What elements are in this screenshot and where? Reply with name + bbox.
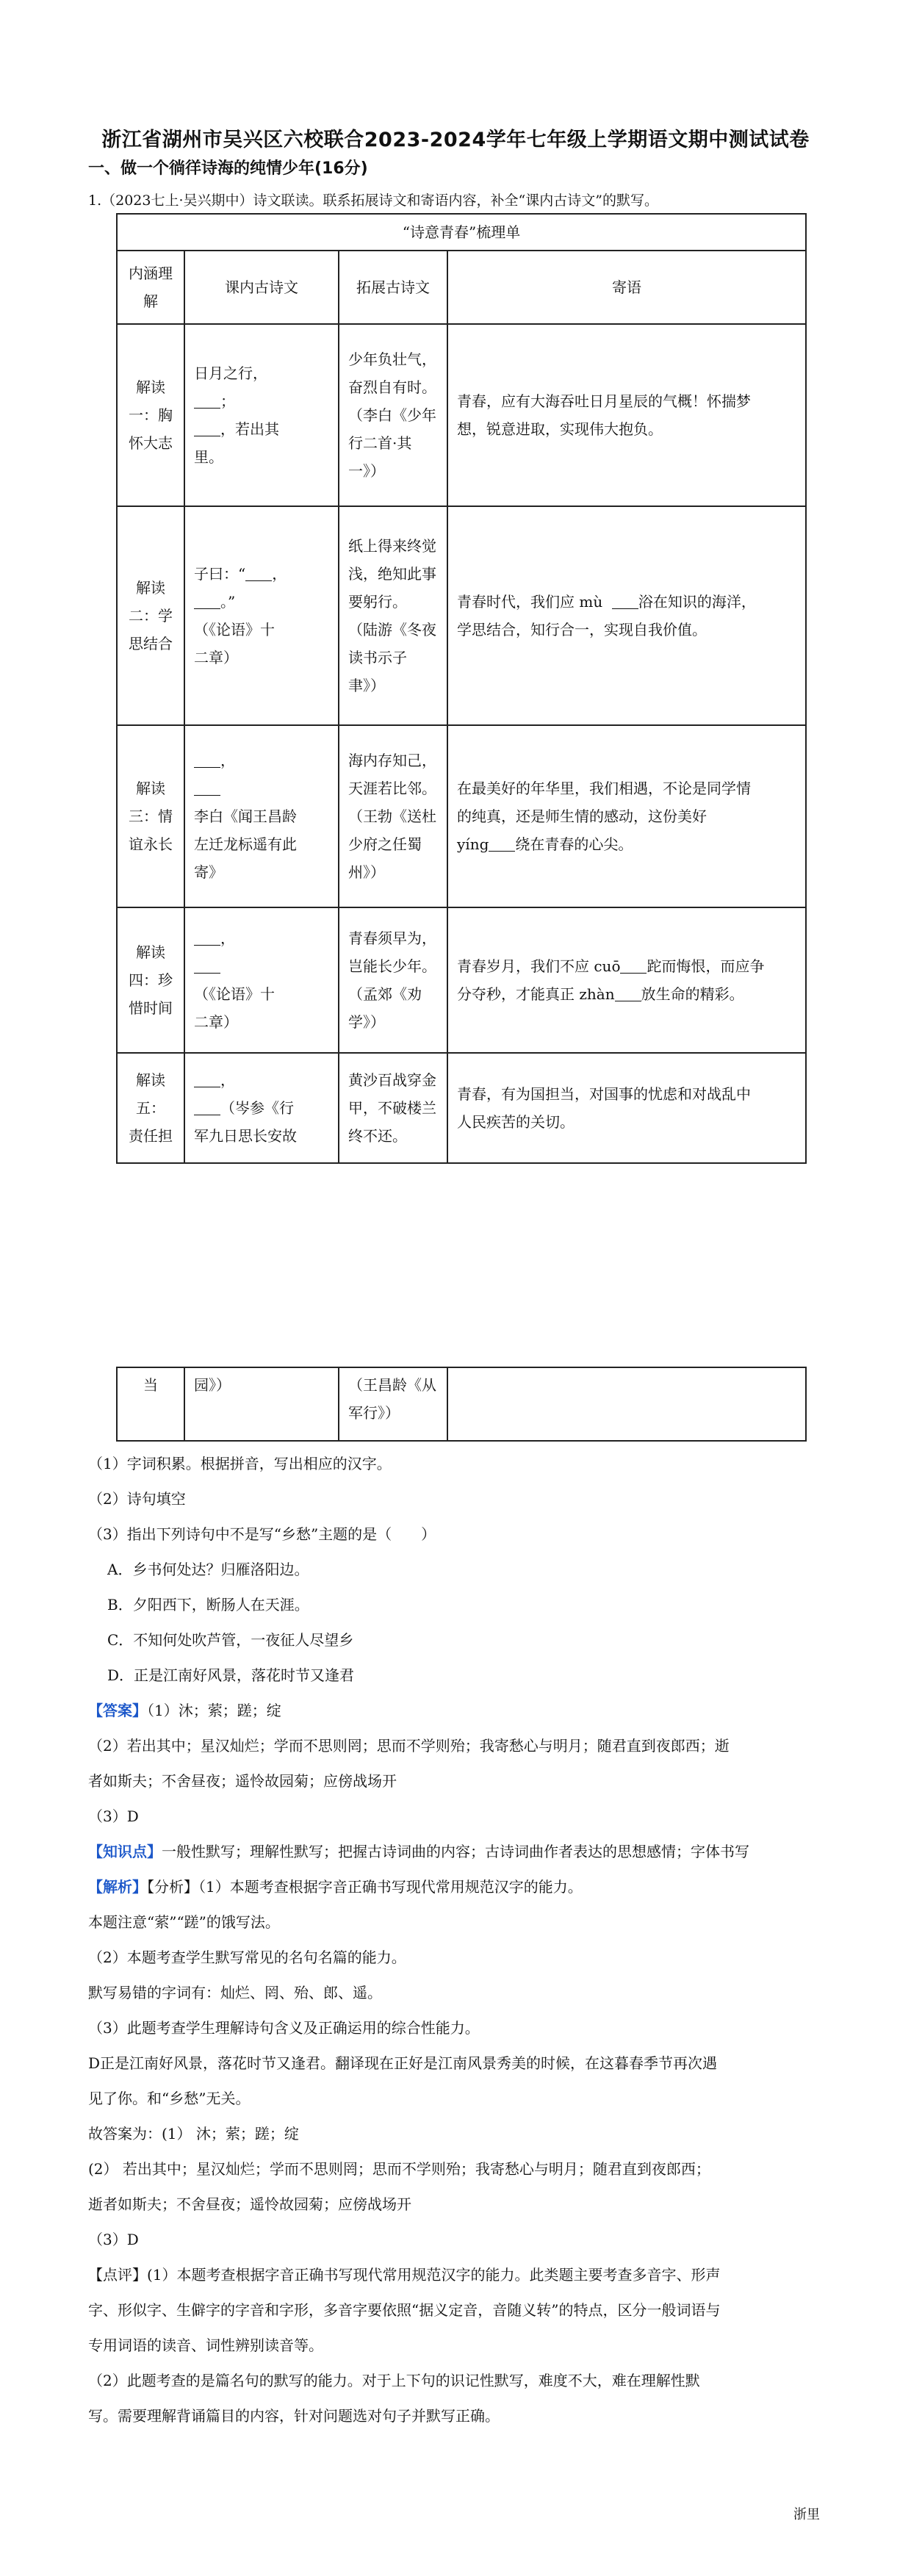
cell-line: 青春，有为国担当，对国事的忧虑和对战乱中 — [457, 1085, 751, 1103]
cell-line: 思结合 — [129, 635, 173, 652]
cell-line: 军九日思长安故 — [194, 1127, 297, 1145]
cell-line: ， — [194, 924, 329, 952]
subquestion-2: （2）诗句填空 — [88, 1490, 186, 1508]
option-a: A．乡书何处达？归雁洛阳边。 — [107, 1561, 309, 1578]
cell-line: 想，锐意进取，实现伟大抱负。 — [457, 420, 663, 438]
section-heading: 一、做一个徜徉诗海的纯情少年(16分) — [88, 159, 368, 178]
cell-line: 学》） — [348, 1013, 385, 1031]
knowledge-tag: 【知识点】 — [88, 1843, 162, 1860]
blank-line — [620, 957, 647, 974]
table-header-row — [117, 251, 806, 324]
cell-line: 少府之任蜀 — [348, 835, 422, 853]
blank-line — [489, 835, 515, 852]
comment-line-4: （2）此题考查的是篇名句的默写的能力。对于上下句的识记性默写，难度不大，难在理解性默 — [88, 2372, 700, 2389]
inner-poem-cell — [184, 506, 339, 725]
knowledge-text: 一般性默写；理解性默写；把握古诗词曲的内容；古诗词曲作者表达的思想感情；字体书写 — [162, 1843, 749, 1860]
header-extended-poem: 拓展古诗文 — [339, 251, 447, 324]
analysis-line-9: (2） 若出其中；星汉灿烂；学而不思则罔；思而不学则殆；我寄愁心与明月；随君直到夜郎西； — [88, 2160, 710, 2178]
answer-3: （3）D — [88, 1807, 139, 1825]
cell-line: 的纯真，还是师生情的感动，这份美好 — [457, 807, 707, 825]
cell-line: 行二首·其 — [348, 434, 412, 452]
cell-line — [194, 952, 329, 980]
cell-line: 惜时间 — [129, 999, 173, 1017]
inner-poem-cell — [184, 1053, 339, 1163]
option-c: C．不知何处吹芦管，一夜征人尽望乡 — [107, 1631, 354, 1649]
header-content: 内涵理 解 — [117, 251, 184, 324]
cell-line: 解读 — [136, 579, 165, 597]
blank-line — [194, 1098, 220, 1115]
cell-line: ， — [194, 1066, 329, 1094]
subquestion-1: （1）字词积累。根据拼音，写出相应的汉字。 — [88, 1455, 392, 1472]
row-label — [117, 907, 184, 1053]
answer-section — [88, 1693, 823, 2433]
poetry-review-table — [116, 213, 807, 1164]
poetry-review-table-continued — [116, 1367, 807, 1442]
cell-line: 人民疾苦的关切。 — [457, 1113, 575, 1131]
cell-line: （李白《少年 — [348, 406, 436, 424]
analysis-line-2: 本题注意“萦”“蹉”的饿写法。 — [88, 1913, 280, 1931]
table-row — [117, 907, 806, 1053]
cell-line: （岑参《行 — [194, 1094, 329, 1122]
message-cell — [447, 324, 806, 506]
extended-poem-cell — [339, 1053, 447, 1163]
blank-line — [194, 779, 220, 796]
blank-line — [194, 420, 220, 436]
cell-line: 二章） — [194, 1013, 238, 1031]
table-row — [117, 1053, 806, 1163]
inner-poem-cell: 园》） — [184, 1367, 339, 1441]
cell-line: 里。 — [194, 448, 223, 466]
cell-line: 纸上得来终觉 — [348, 537, 436, 555]
cell-line: 分夺秒，才能真正 zhàn 放生命的精彩。 — [457, 985, 744, 1003]
analysis-line-5: （3）此题考查学生理解诗句含义及正确运用的综合性能力。 — [88, 2019, 480, 2037]
cell-line: yíng 绕在青春的心尖。 — [457, 835, 633, 853]
cell-line: 四：珍 — [129, 971, 173, 989]
table-row — [117, 1367, 806, 1441]
message-cell — [447, 907, 806, 1053]
analysis-tag: 【解析】 — [88, 1878, 147, 1896]
question-stem: 1.（2023七上·吴兴期中）诗文联读。联系拓展诗文和寄语内容，补全“课内古诗文”的默写。 — [88, 193, 658, 209]
message-cell — [447, 725, 806, 907]
message-cell — [447, 1053, 806, 1163]
extended-poem-cell — [339, 324, 447, 506]
row-label — [117, 725, 184, 907]
cell-line: 一：胸 — [129, 406, 173, 424]
cell-line: 青春时代，我们应 mù 浴在知识的海洋， — [457, 593, 756, 611]
cell-line: 解读 — [136, 780, 165, 797]
comment-line-5: 写。需要理解背诵篇目的内容，针对问题选对句子并默写正确。 — [88, 2407, 500, 2425]
cell-line: 在最美好的年华里，我们相遇，不论是同学情 — [457, 780, 751, 797]
cell-line: 甲，不破楼兰 — [348, 1099, 436, 1117]
analysis-line-3: （2）本题考查学生默写常见的名句名篇的能力。 — [88, 1949, 406, 1966]
cell-line: 岂能长少年。 — [348, 957, 436, 975]
cell-line: 日月之行， — [194, 364, 267, 382]
message-cell — [447, 506, 806, 725]
cell-line: （孟郊《劝 — [348, 985, 422, 1003]
comment-line-2: 字、形似字、生僻字的字音和字形，多音字要依照“据义定音，音随义转”的特点，区分一般词语与 — [88, 2301, 721, 2319]
blank-line — [612, 592, 638, 609]
cell-line: 三：情 — [129, 807, 173, 825]
extended-poem-cell — [339, 506, 447, 725]
answer-tag: 【答案】 — [88, 1702, 147, 1719]
row-label — [117, 1053, 184, 1163]
option-d: D．正是江南好风景，落花时节又逢君 — [107, 1666, 355, 1684]
blank-line — [194, 957, 220, 974]
page-title: 浙江省湖州市吴兴区六校联合2023-2024学年七年级上学期语文期中测试试卷 — [101, 129, 810, 151]
cell-line: （王勃《送杜 — [348, 807, 436, 825]
header-message: 寄语 — [447, 251, 806, 324]
cell-line: 读书示子 — [348, 649, 407, 666]
message-cell — [447, 1367, 806, 1441]
option-b: B．夕阳西下，断肠人在天涯。 — [107, 1596, 309, 1613]
analysis-line-8: 故答案为：(1） 沐；萦；蹉；绽 — [88, 2125, 299, 2143]
cell-line: ， — [194, 746, 329, 774]
row-label — [117, 506, 184, 725]
extended-poem-cell — [339, 725, 447, 907]
blank-line — [245, 564, 272, 581]
subquestions — [88, 1446, 823, 1693]
cell-line: 一》） — [348, 462, 385, 480]
cell-line: 左迁龙标遥有此 — [194, 835, 297, 853]
cell-line — [194, 774, 329, 802]
cell-line: 二：学 — [129, 607, 173, 625]
inner-poem-cell — [184, 725, 339, 907]
blank-line — [194, 751, 220, 768]
footer-text: 浙里 — [793, 2507, 820, 2522]
blank-line — [615, 985, 641, 1001]
analysis-line-6: D正是江南好风景，落花时节又逢君。翻译现在正好是江南风景秀美的时候，在这暮春季节再次遇 — [88, 2054, 718, 2072]
answer-1: （1）沐；萦；蹉；绽 — [147, 1702, 281, 1719]
cell-line: ，若出其 — [194, 415, 329, 443]
answer-2-line-1: （2）若出其中；星汉灿烂；学而不思则罔；思而不学则殆；我寄愁心与明月；随君直到夜郎西；逝 — [88, 1737, 730, 1755]
table-row — [117, 725, 806, 907]
cell-line: 解读 — [136, 1071, 165, 1089]
row-label — [117, 324, 184, 506]
cell-line: 谊永长 — [129, 835, 173, 853]
analysis-line-10: 逝者如斯夫；不舍昼夜；遥怜故园菊；应傍战场开 — [88, 2195, 411, 2213]
analysis-line-7: 见了你。和“乡愁”无关。 — [88, 2090, 251, 2107]
cell-line: 浅，绝知此事 — [348, 565, 436, 583]
analysis-line-1: 【分析】（1）本题考查根据字音正确书写现代常用规范汉字的能力。 — [147, 1878, 583, 1896]
blank-line — [194, 392, 220, 409]
blank-line — [194, 929, 220, 946]
cell-line: 怀大志 — [129, 434, 173, 452]
cell-line: 。” — [194, 588, 329, 616]
inner-poem-cell — [184, 324, 339, 506]
blank-line — [194, 592, 220, 609]
cell-line: 子曰：“ ， — [194, 565, 287, 583]
cell-line: 青春须早为， — [348, 929, 436, 947]
cell-line: 奋烈自有时。 — [348, 378, 436, 396]
cell-line: （《论语》十 — [194, 621, 275, 638]
extended-poem-cell: （王昌龄《从 军行》） — [339, 1367, 447, 1441]
header-inner-poem: 课内古诗文 — [184, 251, 339, 324]
table-caption: “诗意青春”梳理单 — [117, 214, 806, 251]
cell-line: ； — [194, 387, 329, 415]
cell-line: 五： — [136, 1099, 165, 1117]
row-label: 当 — [117, 1367, 184, 1441]
cell-line: 黄沙百战穿金 — [348, 1071, 436, 1089]
cell-line: 李白《闻王昌龄 — [194, 807, 297, 825]
cell-line: 终不还。 — [348, 1127, 407, 1145]
cell-line: 海内存知己， — [348, 752, 436, 769]
inner-poem-cell — [184, 907, 339, 1053]
comment-line-3: 专用词语的读音、词性辨别读音等。 — [88, 2336, 323, 2354]
cell-line: 州》） — [348, 863, 385, 881]
comment-line-1: 【点评】(1）本题考查根据字音正确书写现代常用规范汉字的能力。此类题主要考查多音字、形声 — [88, 2266, 721, 2284]
cell-line: 聿》） — [348, 677, 385, 694]
table-row — [117, 324, 806, 506]
cell-line: （《论语》十 — [194, 985, 275, 1003]
cell-line: 青春，应有大海吞吐日月星辰的气概！怀揣梦 — [457, 392, 751, 410]
extended-poem-cell — [339, 907, 447, 1053]
cell-line: 天涯若比邻。 — [348, 780, 436, 797]
cell-line: 少年负壮气， — [348, 350, 436, 368]
cell-line: （陆游《冬夜 — [348, 621, 436, 638]
subquestion-3: （3）指出下列诗句中不是写“乡愁”主题的是（ ） — [88, 1525, 436, 1543]
cell-line: 责任担 — [129, 1127, 173, 1145]
cell-line: 要躬行。 — [348, 593, 407, 611]
table-row — [117, 506, 806, 725]
analysis-line-11: （3）D — [88, 2231, 139, 2248]
cell-line: 青春岁月，我们不应 cuō 跎而悔恨，而应争 — [457, 957, 765, 975]
answer-2-line-2: 者如斯夫；不舍昼夜；遥怜故园菊；应傍战场开 — [88, 1772, 397, 1790]
cell-line: 解读 — [136, 378, 165, 396]
blank-line — [194, 1071, 220, 1087]
analysis-line-4: 默写易错的字词有：灿烂、罔、殆、郎、遥。 — [88, 1984, 382, 2001]
cell-line: 寄》 — [194, 863, 223, 881]
cell-line: 解读 — [136, 943, 165, 961]
cell-line: 学思结合，知行合一，实现自我价值。 — [457, 621, 707, 638]
cell-line: 二章） — [194, 649, 238, 666]
